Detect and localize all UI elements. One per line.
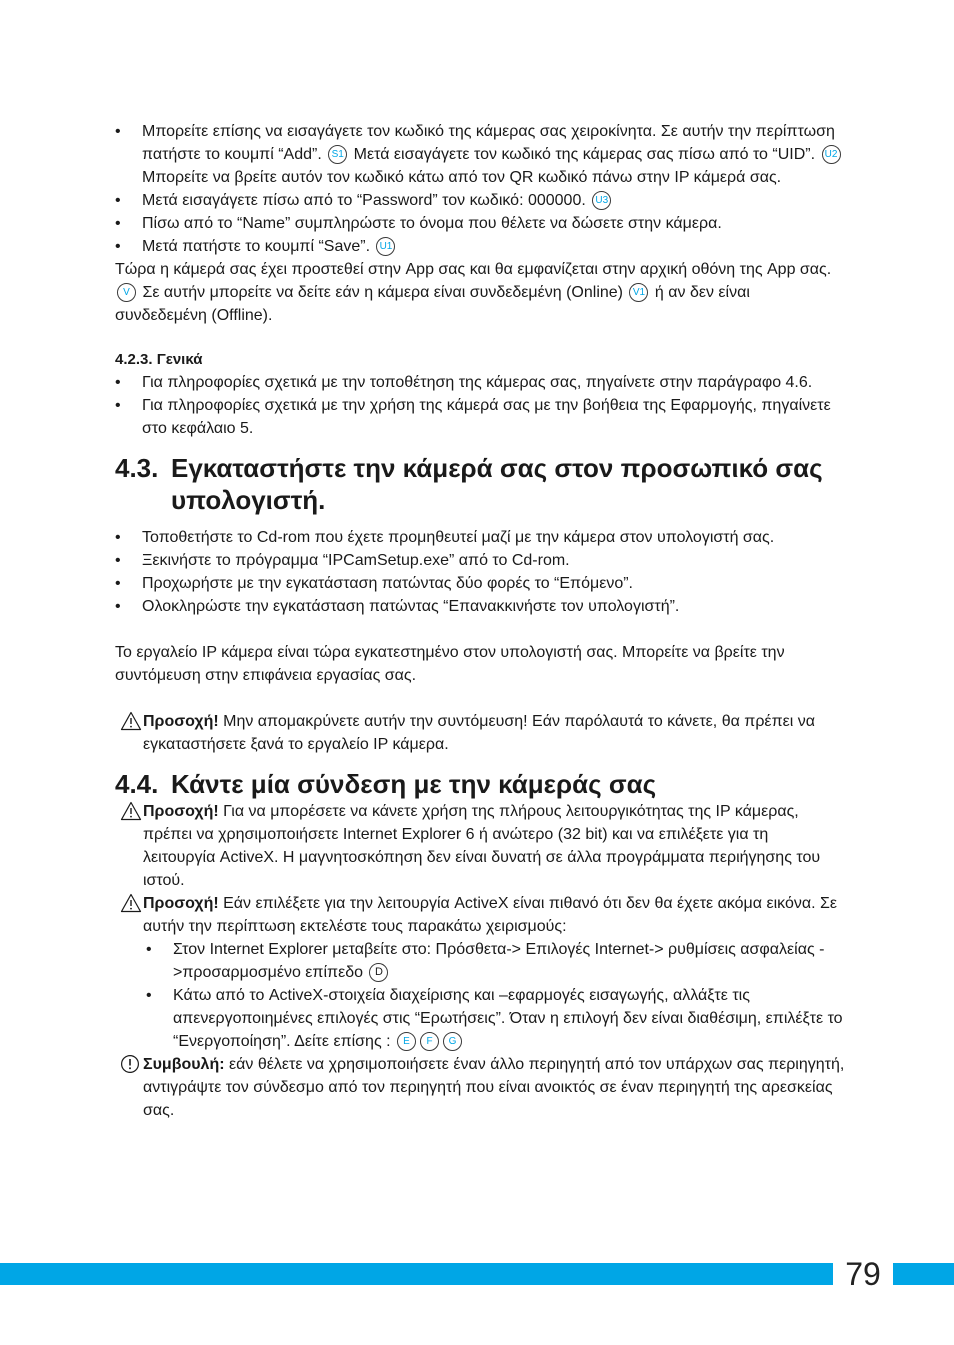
bullet-list-activex bbox=[146, 938, 845, 1053]
list-item: • Για πληροφορίες σχετικά με την τοποθέτηση της κάμερας σας, πηγαίνετε στην παράγραφο 4.6. bbox=[115, 371, 845, 394]
list-item: • Ολοκληρώστε την εγκατάσταση πατώντας “Επανακκινήστε τον υπολογιστή”. bbox=[115, 595, 845, 618]
heading-number: 4.3. bbox=[115, 453, 159, 483]
screen-ref-s1-icon: S1 bbox=[328, 145, 347, 164]
bullet-list-install bbox=[115, 526, 845, 618]
screen-ref-v-icon: V bbox=[117, 283, 136, 302]
screen-ref-u1-icon: U1 bbox=[376, 237, 395, 256]
tip-label: Συμβουλή: bbox=[143, 1056, 225, 1073]
list-item: • Για πληροφορίες σχετικά με την χρήση της κάμερά σας με την βοήθεια της Εφαρμογής, πηγαίνετε στο κεφάλαιο 5. bbox=[115, 394, 845, 440]
heading-title: Εγκαταστήστε την κάμερά σας στον προσωπικό σας υπολογιστή. bbox=[171, 453, 823, 515]
warning-label: Προσοχή! bbox=[143, 803, 219, 820]
list-item: • Προχωρήστε με την εγκατάσταση πατώντας δύο φορές το “Επόμενο”. bbox=[115, 572, 845, 595]
screen-ref-g-icon: G bbox=[443, 1032, 462, 1051]
heading-4-3 bbox=[115, 452, 845, 516]
bullet-list-add-camera bbox=[115, 120, 845, 258]
warning-note: Προσοχή! Εάν επιλέξετε για την λειτουργία ActiveX είναι πιθανό ότι δεν θα έχετε ακόμα εικόνα. Σε αυτήν την περίπτωση εκτελέστε τους παρακάτω χειρισμούς: bbox=[115, 892, 845, 938]
heading-number: 4.4. bbox=[115, 769, 159, 799]
paragraph-installed: Το εργαλείο IP κάμερα είναι τώρα εγκατεστημένο στον υπολογιστή σας. Μπορείτε να βρείτε την συντόμευση στην επιφάνεια εργασίας σας. bbox=[115, 644, 785, 684]
list-item: • Μετά πατήστε το κουμπί “Save”. U1 bbox=[115, 235, 845, 258]
warning-label: Προσοχή! bbox=[143, 895, 219, 912]
screen-ref-d-icon: D bbox=[369, 963, 388, 982]
tip-note: Συμβουλή: εάν θέλετε να χρησιμοποιήσετε έναν άλλο περιηγητή από τον υπάρχων σας περιηγητή, αντιγράψτε τον σύνδεσμο από τον περιηγητή που είναι ανοικτός σε έναν περιηγητή της αρεσκείας σας. bbox=[115, 1053, 845, 1122]
list-item: • Μετά εισαγάγετε πίσω από το “Password” τον κωδικό: 000000. U3 bbox=[115, 189, 845, 212]
list-item: • Στον Internet Explorer μεταβείτε στο: Πρόσθετα-> Επιλογές Internet-> ρυθμίσεις ασφαλείας ->προσαρμοσμένο επίπεδο D bbox=[146, 938, 845, 984]
paragraph-app-camera: Τώρα η κάμερά σας έχει προστεθεί στην App σας και θα εμφανίζεται στην αρχική οθόνη της App σας.V Σε αυτήν μπορείτε να δείτε εάν η κάμερα είναι συνδεδεμένη (Online) V1 ή αν δεν είναι συνδεδεμένη (Offline). bbox=[115, 261, 832, 324]
warning-label: Προσοχή! bbox=[143, 713, 219, 730]
heading-4-2-3: 4.2.3. Γενικά bbox=[115, 351, 203, 368]
footer-accent-bar bbox=[0, 1263, 954, 1285]
page-content bbox=[115, 120, 845, 1122]
list-item: • Πίσω από το “Name” συμπληρώστε το όνομα που θέλετε να δώσετε στην κάμερα. bbox=[115, 212, 845, 235]
warning-triangle-icon bbox=[120, 801, 142, 821]
page-number: 79 bbox=[833, 1256, 893, 1292]
warning-note: Προσοχή! Για να μπορέσετε να κάνετε χρήση της πλήρους λειτουργικότητας της IP κάμερας, πρέπει να χρησιμοποιήσετε Internet Explorer 6 ή ανώτερο (32 bit) και να επιλέξετε για τη λειτουργία ActiveX. Η μαγνητοσκόπηση δεν είναι δυνατή σε άλλα προγράμματα περιήγησης του ιστού. bbox=[115, 800, 845, 892]
screen-ref-v1-icon: V1 bbox=[629, 283, 648, 302]
warning-triangle-icon bbox=[120, 893, 142, 913]
heading-title: Κάντε μία σύνδεση με την κάμεράς σας bbox=[171, 769, 657, 799]
tip-exclamation-icon bbox=[120, 1054, 142, 1074]
warning-triangle-icon bbox=[120, 711, 142, 731]
heading-4-4 bbox=[115, 768, 845, 800]
bullet-list-general bbox=[115, 371, 845, 440]
screen-ref-e-icon: E bbox=[397, 1032, 416, 1051]
screen-ref-u2-icon: U2 bbox=[822, 145, 841, 164]
list-item: • Κάτω από το ActiveX-στοιχεία διαχείρισης και –εφαρμογές εισαγωγής, αλλάξτε τις απενεργοποιημένες επιλογές στις “Ερωτήσεις”. Όταν η επιλογή δεν είναι διαθέσιμη, επιλέξτε το “Ενεργοποίηση”. Δείτε επίσης : E F G bbox=[146, 984, 845, 1053]
warning-note: Προσοχή! Μην απομακρύνετε αυτήν την συντόμευση! Εάν παρόλαυτά το κάνετε, θα πρέπει να εγκαταστήσετε ξανά το εργαλείο IP κάμερα. bbox=[115, 710, 845, 756]
list-item: • Μπορείτε επίσης να εισαγάγετε τον κωδικό της κάμερας σας χειροκίνητα. Σε αυτήν την περίπτωση πατήστε το κουμπί “Add”. S1 Μετά εισαγάγετε τον κωδικό της κάμερας σας πίσω από το “UID”. U2 Μπορείτε να βρείτε αυτόν τον κωδικό κάτω από τον QR κωδικό πάνω στην IP κάμερά σας. bbox=[115, 120, 845, 189]
list-item: • Ξεκινήστε το πρόγραμμα “IPCamSetup.exe” από το Cd-rom. bbox=[115, 549, 845, 572]
screen-ref-u3-icon: U3 bbox=[592, 191, 611, 210]
screen-ref-f-icon: F bbox=[420, 1032, 439, 1051]
list-item: • Τοποθετήστε το Cd-rom που έχετε προμηθευτεί μαζί με την κάμερα στον υπολογιστή σας. bbox=[115, 526, 845, 549]
